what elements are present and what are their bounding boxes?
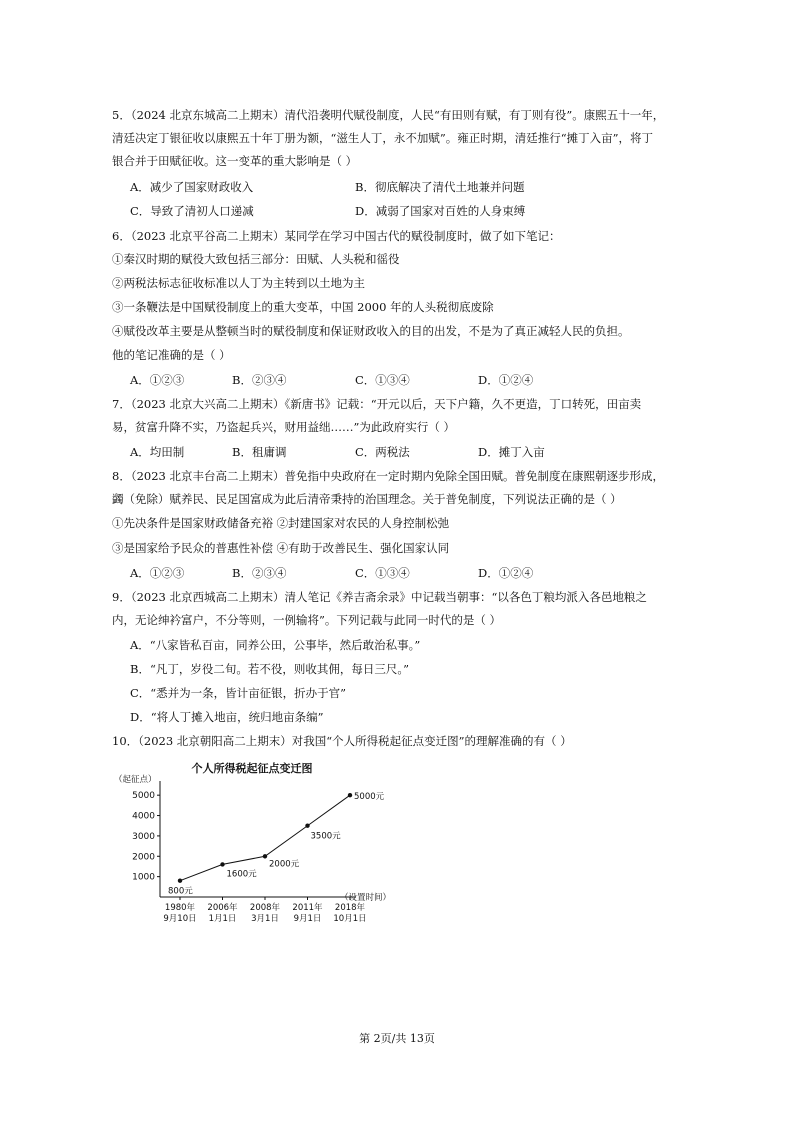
q8-statements-2: ③是国家给予民众的普惠性补偿 ④有助于改善民生、强化国家认同 xyxy=(112,541,450,555)
q8-option-c: C．①③④ xyxy=(355,566,410,580)
data-point xyxy=(305,824,309,828)
q10-line-1: 10．（2023 北京朝阳高二上期末）对我国“个人所得税起征点变迁图”的理解准确的有（ ） xyxy=(112,734,572,748)
y-tick-label: 3000 xyxy=(132,831,155,842)
q5-line-1: 5．（2024 北京东城高二上期末）清代沿袭明代赋役制度，人民“有田则有赋，有丁则有役”。康熙五十一年， xyxy=(112,108,665,122)
q6-note-4: ④赋役改革主要是从整顿当时的赋役制度和保证财政收入的目的出发，不是为了真正减轻人民的负担。 xyxy=(112,324,630,338)
x-tick-label-date: 10月1日 xyxy=(333,914,367,924)
q5-option-d: D．减弱了国家对百姓的人身束缚 xyxy=(355,204,526,218)
chart-svg xyxy=(112,757,392,937)
y-tick-label: 2000 xyxy=(132,852,155,863)
data-point xyxy=(348,793,352,797)
data-label: 5000元 xyxy=(354,792,385,803)
x-ticks xyxy=(163,897,366,924)
x-tick-label-date: 3月1日 xyxy=(251,914,279,924)
q7-option-d: D．摊丁入亩 xyxy=(478,445,545,459)
data-labels xyxy=(168,792,385,897)
q6-option-b: B．②③④ xyxy=(232,373,287,387)
q6-option-a: A．①②③ xyxy=(130,373,185,387)
q6-note-2: ②两税法标志征收标准以人丁为主转到以土地为主 xyxy=(112,276,365,290)
q5-line-3: 银合并于田赋征收。这一变革的重大影响是（ ） xyxy=(112,154,358,168)
q6-option-c: C．①③④ xyxy=(355,373,410,387)
q8-option-b: B．②③④ xyxy=(232,566,287,580)
q8-statements-1: ①先决条件是国家财政储备充裕 ②封建国家对农民的人身控制松弛 xyxy=(112,516,450,530)
x-tick-label-year: 2006年 xyxy=(207,903,238,913)
q9-option-a: A．“八家皆私百亩，同养公田，公事毕，然后敢治私事。” xyxy=(130,638,421,652)
q7-line-2: 易，贫富升降不实，乃盗起兵兴，财用益绌……”为此政府实行（ ） xyxy=(112,420,456,434)
q9-option-b: B．“凡丁，岁役二旬。若不役，则收其佣，每日三尺。” xyxy=(130,662,409,676)
page-footer: 第 2页/共 13页 xyxy=(359,1032,435,1045)
q6-note-1: ①秦汉时期的赋役大致包括三部分：田赋、人头税和徭役 xyxy=(112,252,400,266)
q6-option-d: D．①②④ xyxy=(478,373,534,387)
q5-option-b: B．彻底解决了清代土地兼并问题 xyxy=(355,180,525,194)
q6-line-1: 6．（2023 北京平谷高二上期末）某同学在学习中国古代的赋役制度时，做了如下笔记： xyxy=(112,229,561,243)
chart-title: 个人所得税起征点变迁图 xyxy=(191,762,313,775)
q7-line-1: 7．（2023 北京大兴高二上期末）《新唐书》记载：“开元以后，天下户籍，久不更造，丁口转死，田亩卖 xyxy=(112,397,642,411)
q6-stem: 他的笔记准确的是（ ） xyxy=(112,348,231,362)
x-tick-label-year: 2008年 xyxy=(249,903,281,913)
data-label: 800元 xyxy=(168,886,193,897)
q8-line-1: 8．（2023 北京丰台高二上期末）普免指中央政府在一定时期内免除全国田赋。普免制度在康熙朝逐步形成， xyxy=(112,469,664,483)
x-tick-label-date: 1月1日 xyxy=(208,914,237,924)
chart-ylabel: （起征点） xyxy=(114,775,157,785)
q5-option-a: A．减少了国家财政收入 xyxy=(130,180,254,194)
x-tick-label-date: 9月1日 xyxy=(293,914,322,924)
data-point xyxy=(220,862,224,866)
x-tick-label-date: 9月10日 xyxy=(163,914,197,924)
data-point xyxy=(263,854,267,858)
x-tick-label-year: 1980年 xyxy=(164,903,196,913)
q8-line-2: 蠲（免除）赋养民、民足国富成为此后清帝秉持的治国理念。关于普免制度，下列说法正确的是（ ） xyxy=(112,492,622,506)
q9-option-d: D．“将人丁摊入地亩，统归地亩条编” xyxy=(130,710,324,724)
data-point xyxy=(178,879,182,883)
x-tick-label-year: 2018年 xyxy=(334,903,366,913)
q6-note-3: ③一条鞭法是中国赋役制度上的重大变革，中国 2000 年的人头税彻底废除 xyxy=(112,300,494,314)
q8-option-a: A．①②③ xyxy=(130,566,185,580)
tax-threshold-chart xyxy=(112,757,392,941)
q7-option-a: A．均田制 xyxy=(130,445,185,459)
q9-option-c: C．“悉并为一条，皆计亩征银，折办于官” xyxy=(130,686,347,700)
q7-option-b: B．租庸调 xyxy=(232,445,287,459)
q9-line-1: 9．（2023 北京西城高二上期末）清人笔记《养吉斋余录》中记载当朝事：“以各色丁粮均派入各邑地粮之 xyxy=(112,590,647,604)
q5-line-2: 清廷决定丁银征收以康熙五十年丁册为额，“滋生人丁，永不加赋”。雍正时期，清廷推行“摊丁入亩”，将丁 xyxy=(112,131,654,145)
y-tick-label: 1000 xyxy=(132,872,155,883)
q5-option-c: C．导致了清初人口递减 xyxy=(130,204,254,218)
q9-line-2: 内，无论绅衿富户，不分等则，一例输将”。下列记载与此同一时代的是（ ） xyxy=(112,613,502,627)
q7-option-c: C．两税法 xyxy=(355,445,410,459)
data-label: 2000元 xyxy=(269,859,300,870)
data-label: 3500元 xyxy=(310,831,341,842)
data-label: 1600元 xyxy=(226,869,257,880)
chart-xlabel: （设置时间） xyxy=(340,893,392,903)
y-tick-label: 4000 xyxy=(132,811,155,822)
y-ticks xyxy=(132,791,160,882)
x-tick-label-year: 2011年 xyxy=(292,903,323,913)
y-tick-label: 5000 xyxy=(132,791,155,802)
q8-option-d: D．①②④ xyxy=(478,566,534,580)
